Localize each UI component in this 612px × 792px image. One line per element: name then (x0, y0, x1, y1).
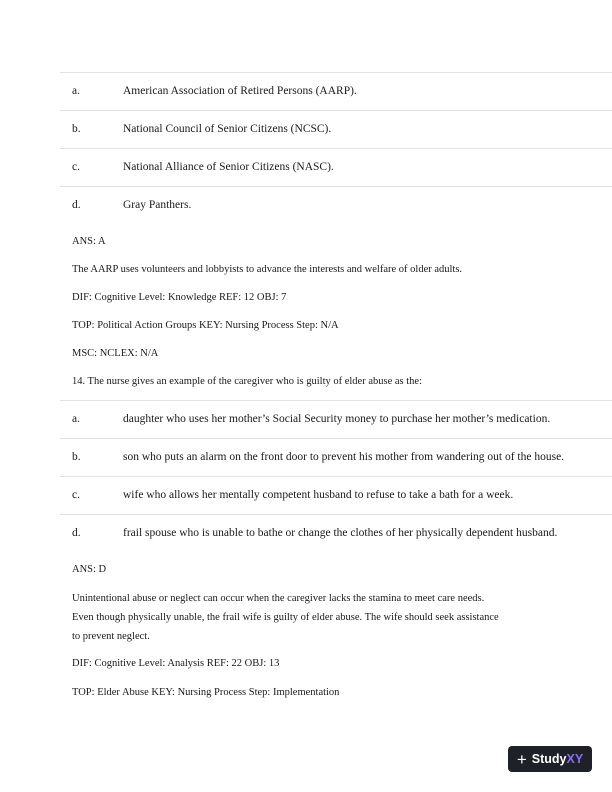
option-text: National Alliance of Senior Citizens (NASC). (123, 161, 334, 173)
option-letter: a. (72, 413, 80, 425)
option-row (60, 186, 612, 224)
option-letter: a. (72, 85, 80, 97)
option-letter: d. (72, 527, 81, 539)
msc-line: MSC: NCLEX: N/A (72, 348, 159, 359)
option-row (60, 476, 612, 514)
option-text: National Council of Senior Citizens (NCSC). (123, 123, 332, 135)
option-text: wife who allows her mentally competent husband to refuse to take a bath for a week. (123, 489, 514, 501)
answer-line: ANS: A (72, 236, 106, 247)
topic-line: TOP: Political Action Groups KEY: Nursing Process Step: N/A (72, 320, 339, 331)
option-row (60, 72, 612, 110)
rationale-line: Unintentional abuse or neglect can occur when the caregiver lacks the stamina to meet care needs. (72, 593, 485, 604)
option-text: American Association of Retired Persons (AARP). (123, 85, 357, 97)
rationale-text: The AARP uses volunteers and lobbyists to advance the interests and welfare of older adults. (72, 264, 463, 275)
option-row (60, 148, 612, 186)
option-row (60, 400, 612, 438)
option-letter: d. (72, 199, 81, 211)
logo-brand: Study (531, 752, 567, 766)
option-row (60, 514, 612, 552)
option-letter: c. (72, 161, 80, 173)
option-text: frail spouse who is unable to bathe or change the clothes of her physically dependent husband. (123, 527, 558, 539)
q14-options-table (60, 400, 612, 552)
topic-line: TOP: Elder Abuse KEY: Nursing Process Step: Implementation (72, 687, 340, 698)
rationale-line: to prevent neglect. (72, 631, 150, 642)
difficulty-line: DIF: Cognitive Level: Analysis REF: 22 OBJ: 13 (72, 658, 280, 669)
option-letter: b. (72, 123, 81, 135)
studyxy-logo (508, 746, 592, 772)
difficulty-line: DIF: Cognitive Level: Knowledge REF: 12 OBJ: 7 (72, 292, 287, 303)
answer-line: ANS: D (72, 564, 107, 575)
plus-icon: + (516, 749, 527, 769)
option-row (60, 438, 612, 476)
q13-options-table (60, 72, 612, 224)
option-text: daughter who uses her mother’s Social Security money to purchase her mother’s medication. (123, 413, 551, 425)
logo-brand-accent: XY (566, 752, 584, 766)
option-text: son who puts an alarm on the front door to prevent his mother from wandering out of the house. (123, 451, 565, 463)
option-row (60, 110, 612, 148)
rationale-line: Even though physically unable, the frail wife is guilty of elder abuse. The wife should seek assistance (72, 612, 499, 623)
option-letter: b. (72, 451, 81, 463)
option-text: Gray Panthers. (123, 199, 192, 211)
option-letter: c. (72, 489, 80, 501)
question-stem: 14. The nurse gives an example of the caregiver who is guilty of elder abuse as the: (72, 376, 422, 387)
